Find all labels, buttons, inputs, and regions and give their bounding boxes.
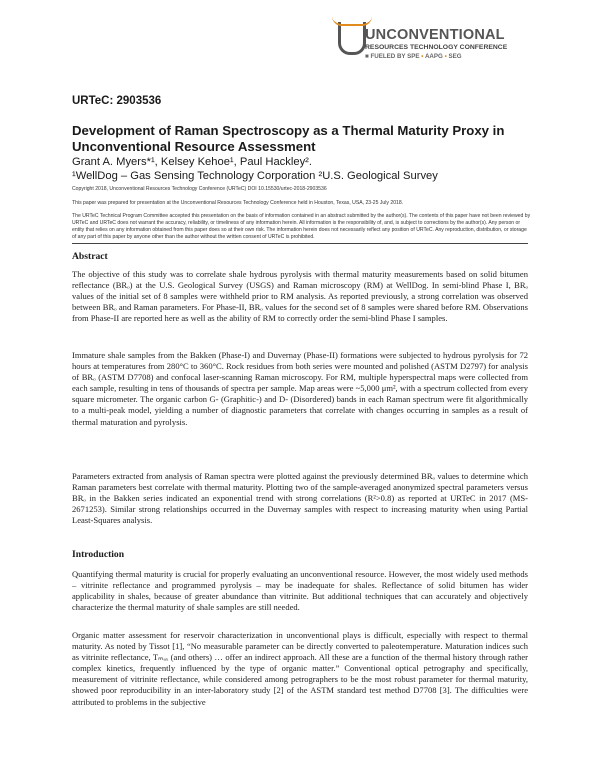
introduction-paragraph-1 — [72, 569, 528, 613]
org-spe: SPE — [407, 53, 420, 60]
logo-subtitle: RESOURCES TECHNOLOGY CONFERENCE — [365, 44, 508, 51]
paragraph-text: Parameters extracted from analysis of Raman spectra were plotted against the previously determined BRₒ values to determine which Raman parameters best correlate with thermal maturity. Plotting two of the sample-averaged anonymized spectral parameters versus BRₒ in the Bakken series indicated an exponential trend with strong correlations (R²>0.8) as reported at URTeC in 2017 (MS-2671253). Similar strong relationships occurred in the Duvernay samples with respect to increasing maturity when using Partial Least-Squares analysis. — [72, 471, 528, 526]
paragraph-text: Organic matter assessment for reservoir characterization in unconventional plays is difficult, especially with respect to thermal maturity. As noted by Tissot [1], “No measurable parameter can be directly converted to paleotemperature. Maturation indices such as vitrinite reflectance, Tₘₐₓ (and others) … offer an indirect approach. All these are a function of the thermal history through rather complex kinetics, frequently influenced by the type of organic matter.” Conventional optical petrography and specifically, measurement of vitrinite reflectance, while considered among petrographers to be the most robust parameter for thermal maturity, showed poor reproducibility in an inter-laboratory study [2] of the ASTM standard test method D7708 [3]. The difficulties were attributed to problems in the subjective — [72, 630, 528, 707]
introduction-paragraph-2 — [72, 630, 528, 708]
divider — [72, 243, 528, 244]
logo-title: UNCONVENTIONAL — [365, 27, 505, 43]
abstract-paragraph-3 — [72, 471, 528, 526]
separator-dot: • — [421, 53, 424, 60]
abstract-paragraph-2 — [72, 350, 528, 428]
paragraph-text: Quantifying thermal maturity is crucial for properly evaluating an unconventional resource. However, the most widely used methods – vitrinite reflectance and programmed pyrolysis – may be inadequate for shales. Reflectance of solid bitumen has wider applicability in shales, because of greater abundance than vitrinite. But additional techniques that can accurately and objectively characterize the thermal maturity of shale samples are still needed. — [72, 569, 528, 613]
prepared-notice: This paper was prepared for presentation at the Unconventional Resources Technology Conference held in Houston, Texas, USA, 23-25 July 2018. — [72, 200, 404, 206]
org-seg: SEG — [448, 53, 462, 60]
logo-u-mark-icon — [338, 22, 366, 55]
separator-dot: • — [444, 53, 447, 60]
introduction-heading: Introduction — [72, 549, 125, 560]
fueled-by-label: FUELED BY — [370, 53, 406, 60]
org-aapg: AAPG — [424, 53, 443, 60]
conference-logo — [338, 22, 548, 68]
abstract-heading: Abstract — [72, 251, 108, 262]
fuel-icon: ■ — [365, 53, 369, 60]
logo-fueled-by — [365, 53, 462, 60]
committee-notice: The URTeC Technical Program Committee accepted this presentation on the basis of information contained in an abstract submitted by the author(s). The contents of this paper have not been reviewed by URTeC and URTeC does not warrant the accuracy, reliability, or timeliness of any information herein. All information is the responsibility of, and, is subject to corrections by the author(s). Any person or entity that relies on any information obtained from this paper does so at their own risk. The information herein does not necessarily reflect any position of URTeC. Any reproduction, distribution, or storage of any part of this paper by anyone other than the author without the written consent of URTeC is prohibited. — [72, 213, 531, 240]
affiliations: ¹WellDog – Gas Sensing Technology Corporation ²U.S. Geological Survey — [72, 170, 438, 182]
paper-title: Development of Raman Spectroscopy as a Thermal Maturity Proxy in Unconventional Resource Assessment — [72, 123, 505, 154]
paragraph-text: The objective of this study was to correlate shale hydrous pyrolysis with thermal maturity measurements based on solid bitumen reflectance (BRₒ) at the U.S. Geological Survey (USGS) and Raman microscopy (RM) at WellDog. In semi-blind Phase I, BRₒ values of the initial set of 8 samples were withheld prior to RM analysis. As reported previously, a strong correlation was observed between BRₒ and Raman parameters. For Phase-II, BRₒ values for the second set of 8 samples were shared before RM. Observations from Phase-II are reported here as well as the ability of RM to correctly order the semi-blind Phase I samples. — [72, 269, 528, 324]
paper-id: URTeC: 2903536 — [72, 95, 162, 107]
authors: Grant A. Myers*¹, Kelsey Kehoe¹, Paul Hackley². — [72, 156, 313, 168]
paragraph-text: Immature shale samples from the Bakken (Phase-I) and Duvernay (Phase-II) formations were subjected to hydrous pyrolysis for 72 hours at temperatures from 280°C to 360°C. Rock residues from both series were mounted and polished (ASTM D2797) for analysis of BRₒ (ASTM D7708) and confocal laser-scanning Raman microscopy. For RM, multiple hyperspectral maps were collected from each sample, resulting in tens of thousands of spectra per sample. Map areas were ~5,000 μm², with a spectrum collected from every square micrometer. The organic carbon G- (Graphitic-) and D- (Disordered) bands in each Raman spectrum were fit algorithmically to a multi-peak model, yielding a number of diagnostic parameters that correlate with changes occurring in samples as a result of thermal maturation and pyrolysis. — [72, 350, 528, 427]
abstract-paragraph-1 — [72, 269, 528, 324]
copyright-notice: Copyright 2018, Unconventional Resources Technology Conference (URTeC) DOI 10.15530/urtec-2018-2903536 — [72, 186, 327, 192]
